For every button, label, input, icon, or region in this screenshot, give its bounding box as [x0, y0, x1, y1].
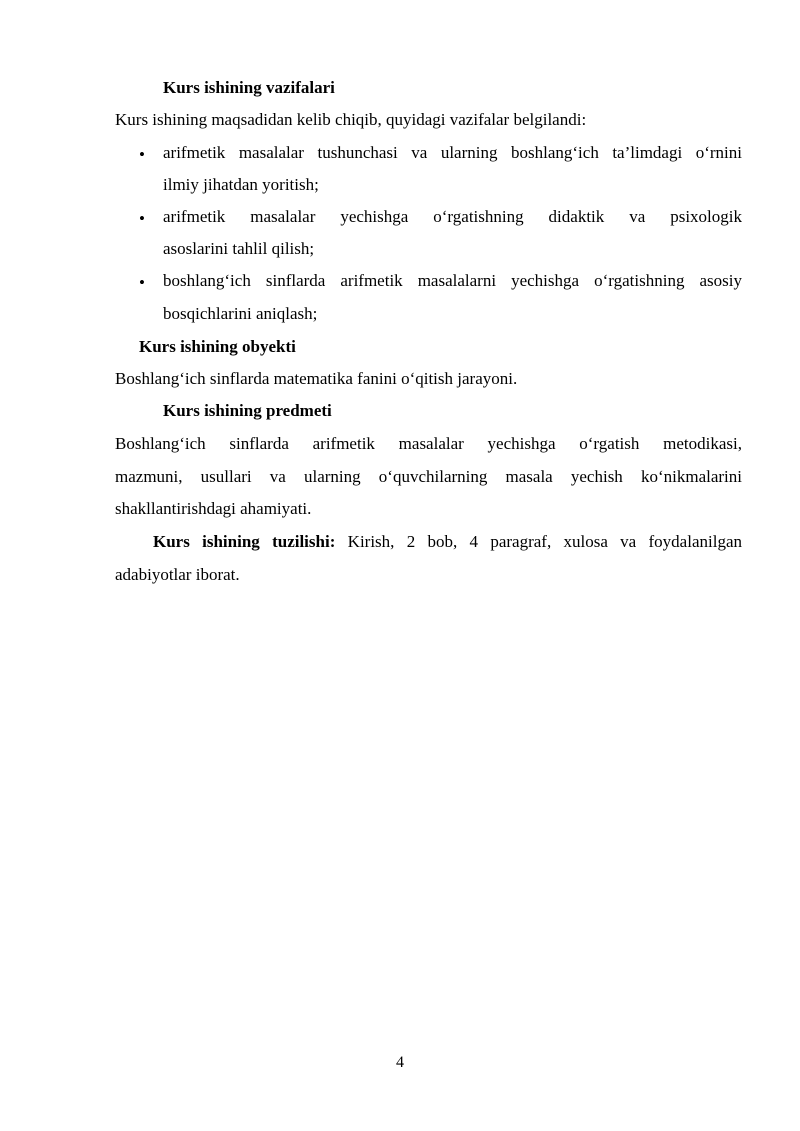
bullet-icon: •	[139, 145, 145, 164]
predmet-line-1: Boshlang‘ich sinflarda arifmetik masalalar yechishga o‘rgatish metodikasi,	[115, 434, 742, 453]
bullet-item-1-line-1: arifmetik masalalar tushunchasi va ularning boshlang‘ich ta’limdagi o‘rnini	[163, 143, 742, 162]
tuzilish-line-1-text: Kirish, 2 bob, 4 paragraf, xulosa va foydalanilgan	[335, 532, 742, 551]
obyekt-text: Boshlang‘ich sinflarda matematika fanini o‘qitish jarayoni.	[115, 369, 518, 388]
bullet-item-3-line-1: boshlang‘ich sinflarda arifmetik masalalarni yechishga o‘rgatishning asosiy	[163, 271, 742, 290]
tuzilish-line-2: adabiyotlar iborat.	[115, 565, 240, 584]
section-heading-vazifalar: Kurs ishining vazifalari	[163, 78, 335, 97]
tuzilish-label: Kurs ishining tuzilishi:	[153, 532, 336, 551]
bullet-icon: •	[139, 273, 145, 292]
bullet-item-2-line-2: asoslarini tahlil qilish;	[163, 239, 315, 258]
tuzilish-line-1	[153, 530, 742, 554]
bullet-icon: •	[139, 209, 145, 228]
predmet-line-3: shakllantirishdagi ahamiyati.	[115, 499, 312, 518]
page-number: 4	[396, 1054, 404, 1071]
bullet-item-1-line-2: ilmiy jihatdan yoritish;	[163, 175, 319, 194]
section-heading-obyekt: Kurs ishining obyekti	[139, 337, 296, 356]
section-heading-predmet: Kurs ishining predmeti	[163, 401, 332, 420]
vazifalar-intro: Kurs ishining maqsadidan kelib chiqib, quyidagi vazifalar belgilandi:	[115, 110, 587, 129]
predmet-line-2: mazmuni, usullari va ularning o‘quvchilarning masala yechish ko‘nikmalarini	[115, 467, 742, 486]
bullet-item-2-line-1: arifmetik masalalar yechishga o‘rgatishning didaktik va psixologik	[163, 207, 742, 226]
bullet-item-3-line-2: bosqichlarini aniqlash;	[163, 304, 318, 323]
